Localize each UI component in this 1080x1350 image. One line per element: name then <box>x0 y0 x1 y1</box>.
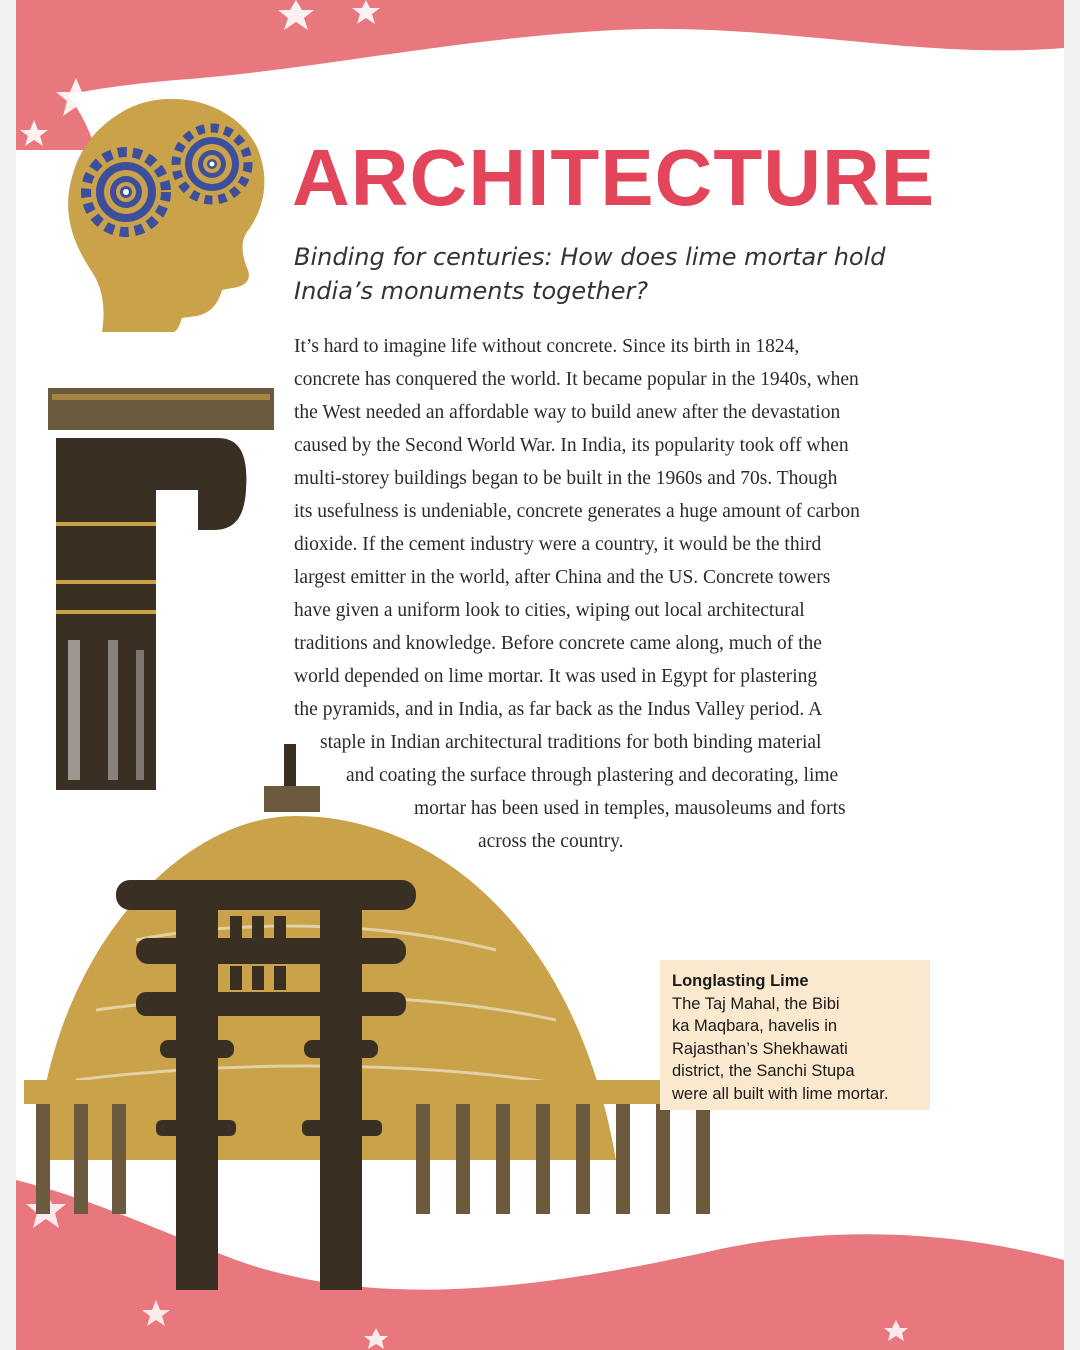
body-line: have given a uniform look to cities, wiping out local architectural <box>294 600 805 621</box>
page-title: ARCHITECTURE <box>292 133 936 222</box>
body-line: and coating the surface through plastering and decorating, lime <box>346 765 839 786</box>
callout-line: The Taj Mahal, the Bibi <box>672 994 840 1013</box>
callout-line: were all built with lime mortar. <box>672 1084 889 1103</box>
callout-box <box>660 960 930 1110</box>
callout-line: ka Maqbara, havelis in <box>672 1017 838 1035</box>
body-line: world depended on lime mortar. It was used in Egypt for plastering <box>294 666 818 687</box>
subtitle-line: India’s monuments together? <box>294 277 649 305</box>
body-line: largest emitter in the world, after China and the US. Concrete towers <box>294 567 831 588</box>
body-line: traditions and knowledge. Before concrete came along, much of the <box>294 633 822 654</box>
stupa-finial <box>284 744 296 790</box>
stupa-railing-band <box>24 1080 736 1104</box>
callout-line: district, the Sanchi Stupa <box>672 1062 855 1080</box>
page-right-edge <box>1064 0 1080 1350</box>
head-gears-illustration <box>62 92 272 332</box>
article-subtitle <box>294 240 914 308</box>
body-line: caused by the Second World War. In India, its popularity took off when <box>294 435 849 456</box>
body-line: concrete has conquered the world. It became popular in the 1940s, when <box>294 369 859 390</box>
callout-title: Longlasting Lime <box>672 972 809 990</box>
subtitle-line: Binding for centuries: How does lime mortar hold <box>294 243 886 271</box>
body-line: multi-storey buildings began to be built in the 1960s and 70s. Though <box>294 468 838 489</box>
page-left-edge <box>0 0 16 1350</box>
body-line: across the country. <box>478 831 624 852</box>
body-line: the West needed an affordable way to build anew after the devastation <box>294 402 841 423</box>
pillar-illustration <box>48 380 278 790</box>
body-line: dioxide. If the cement industry were a country, it would be the third <box>294 534 822 555</box>
body-line: the pyramids, and in India, as far back as the Indus Valley period. A <box>294 699 823 720</box>
body-line: its usefulness is undeniable, concrete generates a huge amount of carbon <box>294 501 860 522</box>
gear-icon <box>176 128 248 200</box>
body-line: It’s hard to imagine life without concrete. Since its birth in 1824, <box>294 336 800 357</box>
body-line: staple in Indian architectural traditions for both binding material <box>320 732 822 753</box>
body-line: mortar has been used in temples, mausoleums and forts <box>414 798 846 819</box>
callout-line: Rajasthan’s Shekhawati <box>672 1039 848 1058</box>
